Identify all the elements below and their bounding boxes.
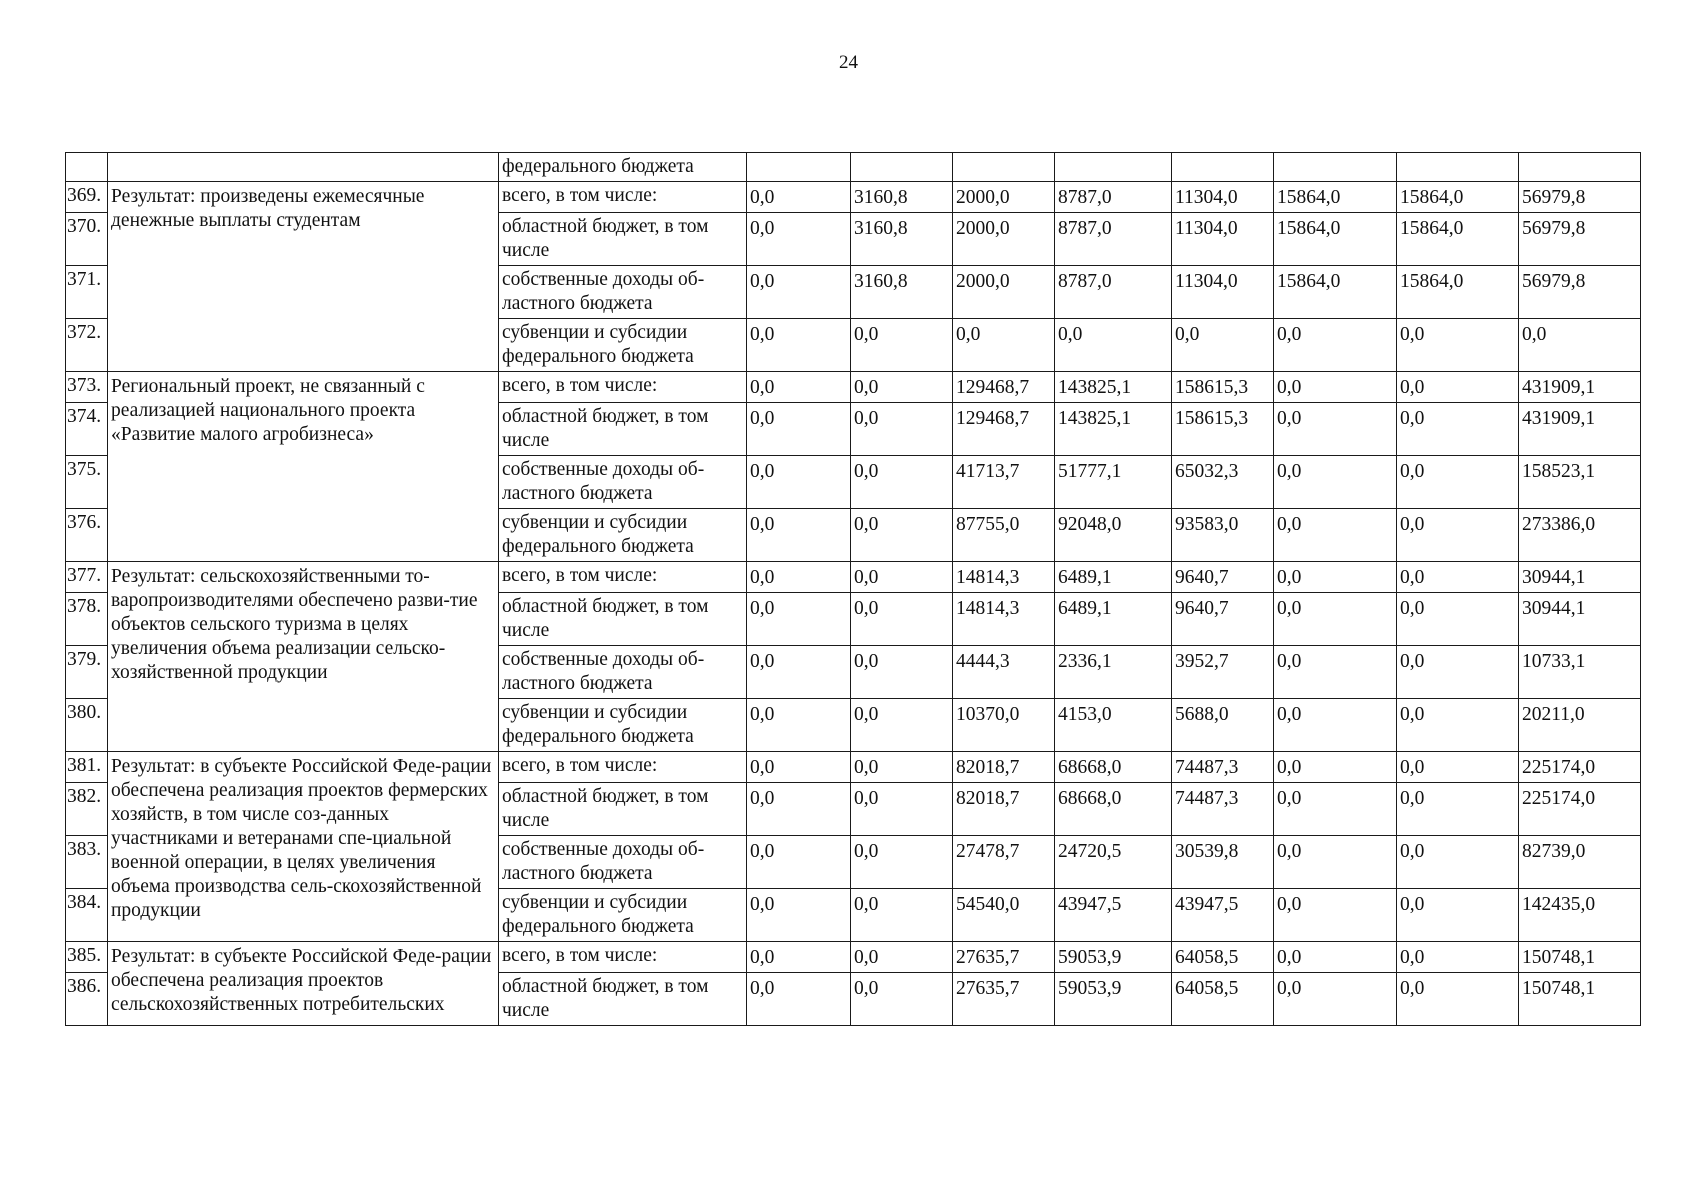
value-cell: 0,0: [1274, 509, 1397, 562]
value-cell: 54540,0: [953, 889, 1055, 942]
value-cell: 93583,0: [1172, 509, 1274, 562]
value-cell: 4444,3: [953, 646, 1055, 699]
value-cell: 87755,0: [953, 509, 1055, 562]
value-cell: 74487,3: [1172, 783, 1274, 836]
value-cell: 129468,7: [953, 403, 1055, 456]
value-cell: 0,0: [1397, 646, 1519, 699]
value-cell: 0,0: [1519, 319, 1641, 372]
value-cell: 11304,0: [1172, 182, 1274, 213]
value-cell: 0,0: [851, 562, 953, 593]
funding-source: собственные доходы об-ластного бюджета: [499, 646, 747, 699]
value-cell: 0,0: [747, 836, 851, 889]
row-number: 376.: [66, 509, 108, 562]
value-cell: 68668,0: [1055, 752, 1172, 783]
row-number: 385.: [66, 942, 108, 973]
value-cell: 27635,7: [953, 973, 1055, 1026]
value-cell: 0,0: [1397, 372, 1519, 403]
value-cell: 30539,8: [1172, 836, 1274, 889]
value-cell: 10370,0: [953, 699, 1055, 752]
value-cell: 0,0: [747, 403, 851, 456]
value-cell: 15864,0: [1397, 266, 1519, 319]
value-cell: [851, 153, 953, 182]
value-cell: 0,0: [747, 699, 851, 752]
value-cell: 0,0: [1397, 456, 1519, 509]
value-cell: 3952,7: [1172, 646, 1274, 699]
value-cell: 2000,0: [953, 266, 1055, 319]
value-cell: 0,0: [1274, 403, 1397, 456]
value-cell: 15864,0: [1274, 213, 1397, 266]
value-cell: [953, 153, 1055, 182]
value-cell: 0,0: [851, 783, 953, 836]
value-cell: 0,0: [1274, 783, 1397, 836]
value-cell: 0,0: [747, 783, 851, 836]
value-cell: 0,0: [851, 699, 953, 752]
value-cell: 0,0: [747, 456, 851, 509]
row-number: 369.: [66, 182, 108, 213]
value-cell: 158523,1: [1519, 456, 1641, 509]
value-cell: 0,0: [851, 889, 953, 942]
value-cell: 43947,5: [1055, 889, 1172, 942]
funding-source: субвенции и субсидии федерального бюджета: [499, 699, 747, 752]
value-cell: 0,0: [747, 372, 851, 403]
value-cell: 0,0: [1397, 403, 1519, 456]
value-cell: 0,0: [1397, 699, 1519, 752]
row-number: 378.: [66, 593, 108, 646]
table-row: [66, 372, 1641, 403]
row-number: 370.: [66, 213, 108, 266]
value-cell: 0,0: [1397, 593, 1519, 646]
value-cell: 15864,0: [1274, 266, 1397, 319]
value-cell: 59053,9: [1055, 942, 1172, 973]
value-cell: 64058,5: [1172, 942, 1274, 973]
table-row: [66, 752, 1641, 783]
funding-source: субвенции и субсидии федерального бюджета: [499, 889, 747, 942]
value-cell: 15864,0: [1274, 182, 1397, 213]
value-cell: 0,0: [1397, 752, 1519, 783]
value-cell: 8787,0: [1055, 213, 1172, 266]
value-cell: 4153,0: [1055, 699, 1172, 752]
result-name: Результат: произведены ежемесячные денежные выплаты студентам: [108, 182, 499, 372]
value-cell: 82018,7: [953, 752, 1055, 783]
value-cell: 0,0: [747, 646, 851, 699]
value-cell: 30944,1: [1519, 593, 1641, 646]
value-cell: 0,0: [1274, 973, 1397, 1026]
funding-source: областной бюджет, в том числе: [499, 213, 747, 266]
funding-source: областной бюджет, в том числе: [499, 783, 747, 836]
value-cell: 11304,0: [1172, 266, 1274, 319]
value-cell: 8787,0: [1055, 182, 1172, 213]
value-cell: 15864,0: [1397, 182, 1519, 213]
value-cell: 0,0: [747, 319, 851, 372]
result-name: Результат: в субъекте Российской Феде-рации обеспечена реализация проектов сельскохозяйственных потребительских: [108, 942, 499, 1026]
funding-source: областной бюджет, в том числе: [499, 403, 747, 456]
value-cell: 0,0: [1274, 942, 1397, 973]
value-cell: 82018,7: [953, 783, 1055, 836]
value-cell: 3160,8: [851, 266, 953, 319]
value-cell: 30944,1: [1519, 562, 1641, 593]
value-cell: 59053,9: [1055, 973, 1172, 1026]
value-cell: 0,0: [1055, 319, 1172, 372]
value-cell: 0,0: [851, 836, 953, 889]
value-cell: 0,0: [851, 593, 953, 646]
page-number: 24: [839, 52, 858, 73]
funding-source: собственные доходы об-ластного бюджета: [499, 456, 747, 509]
value-cell: 0,0: [1274, 456, 1397, 509]
value-cell: 0,0: [747, 889, 851, 942]
value-cell: 0,0: [747, 593, 851, 646]
value-cell: 9640,7: [1172, 593, 1274, 646]
value-cell: 27478,7: [953, 836, 1055, 889]
value-cell: 56979,8: [1519, 266, 1641, 319]
value-cell: 143825,1: [1055, 403, 1172, 456]
row-number-cell: [66, 153, 108, 182]
value-cell: 68668,0: [1055, 783, 1172, 836]
value-cell: 56979,8: [1519, 182, 1641, 213]
value-cell: 92048,0: [1055, 509, 1172, 562]
row-number: 384.: [66, 889, 108, 942]
value-cell: 0,0: [851, 752, 953, 783]
budget-table: [65, 152, 1641, 1026]
value-cell: 0,0: [953, 319, 1055, 372]
value-cell: 431909,1: [1519, 403, 1641, 456]
row-number: 371.: [66, 266, 108, 319]
value-cell: 0,0: [747, 973, 851, 1026]
value-cell: 3160,8: [851, 213, 953, 266]
value-cell: 8787,0: [1055, 266, 1172, 319]
result-name: Региональный проект, не связанный с реализацией национального проекта «Развитие малого агробизнеса»: [108, 372, 499, 562]
value-cell: 0,0: [1397, 973, 1519, 1026]
value-cell: 65032,3: [1172, 456, 1274, 509]
value-cell: [1055, 153, 1172, 182]
row-number: 382.: [66, 783, 108, 836]
value-cell: 11304,0: [1172, 213, 1274, 266]
value-cell: 74487,3: [1172, 752, 1274, 783]
result-name: Результат: сельскохозяйственными то-варопроизводителями обеспечено разви-тие объектов сельского туризма в целях увеличения объема реализации сельско-хозяйственной продукции: [108, 562, 499, 752]
value-cell: 64058,5: [1172, 973, 1274, 1026]
value-cell: 0,0: [851, 646, 953, 699]
value-cell: 20211,0: [1519, 699, 1641, 752]
value-cell: 14814,3: [953, 562, 1055, 593]
value-cell: 0,0: [1274, 889, 1397, 942]
value-cell: 431909,1: [1519, 372, 1641, 403]
value-cell: [1397, 153, 1519, 182]
value-cell: 0,0: [851, 319, 953, 372]
value-cell: 0,0: [1397, 319, 1519, 372]
value-cell: 158615,3: [1172, 372, 1274, 403]
value-cell: [747, 153, 851, 182]
row-number: 377.: [66, 562, 108, 593]
row-number: 373.: [66, 372, 108, 403]
value-cell: 82739,0: [1519, 836, 1641, 889]
value-cell: [1172, 153, 1274, 182]
value-cell: 225174,0: [1519, 783, 1641, 836]
row-number: 380.: [66, 699, 108, 752]
value-cell: 0,0: [851, 509, 953, 562]
value-cell: 0,0: [747, 213, 851, 266]
value-cell: 0,0: [851, 942, 953, 973]
value-cell: 273386,0: [1519, 509, 1641, 562]
row-number: 379.: [66, 646, 108, 699]
value-cell: 2000,0: [953, 213, 1055, 266]
value-cell: 0,0: [1397, 889, 1519, 942]
value-cell: 41713,7: [953, 456, 1055, 509]
value-cell: 0,0: [747, 562, 851, 593]
value-cell: 150748,1: [1519, 973, 1641, 1026]
funding-source: всего, в том числе:: [499, 372, 747, 403]
table-row-continuation: [66, 153, 1641, 182]
value-cell: 2336,1: [1055, 646, 1172, 699]
value-cell: 0,0: [851, 456, 953, 509]
value-cell: 0,0: [1274, 699, 1397, 752]
value-cell: 0,0: [851, 403, 953, 456]
funding-source: всего, в том числе:: [499, 752, 747, 783]
row-number: 381.: [66, 752, 108, 783]
value-cell: 0,0: [1397, 942, 1519, 973]
value-cell: 51777,1: [1055, 456, 1172, 509]
value-cell: 2000,0: [953, 182, 1055, 213]
value-cell: 0,0: [1172, 319, 1274, 372]
value-cell: 27635,7: [953, 942, 1055, 973]
value-cell: 0,0: [747, 266, 851, 319]
value-cell: 43947,5: [1172, 889, 1274, 942]
table-row: [66, 562, 1641, 593]
value-cell: 0,0: [1274, 372, 1397, 403]
value-cell: 0,0: [1274, 562, 1397, 593]
value-cell: 142435,0: [1519, 889, 1641, 942]
value-cell: 0,0: [747, 942, 851, 973]
row-number: 383.: [66, 836, 108, 889]
value-cell: 5688,0: [1172, 699, 1274, 752]
value-cell: 24720,5: [1055, 836, 1172, 889]
value-cell: 6489,1: [1055, 562, 1172, 593]
value-cell: 0,0: [851, 372, 953, 403]
value-cell: [1519, 153, 1641, 182]
funding-source: областной бюджет, в том числе: [499, 973, 747, 1026]
value-cell: 56979,8: [1519, 213, 1641, 266]
funding-source: всего, в том числе:: [499, 942, 747, 973]
value-cell: 0,0: [1397, 836, 1519, 889]
row-number: 372.: [66, 319, 108, 372]
funding-source: субвенции и субсидии федерального бюджета: [499, 509, 747, 562]
row-number: 386.: [66, 973, 108, 1026]
funding-source: субвенции и субсидии федерального бюджета: [499, 319, 747, 372]
value-cell: 3160,8: [851, 182, 953, 213]
value-cell: 0,0: [1274, 593, 1397, 646]
value-cell: 143825,1: [1055, 372, 1172, 403]
row-number: 374.: [66, 403, 108, 456]
funding-source-cell: федерального бюджета: [499, 153, 747, 182]
value-cell: 14814,3: [953, 593, 1055, 646]
value-cell: 0,0: [1397, 509, 1519, 562]
value-cell: 150748,1: [1519, 942, 1641, 973]
value-cell: 225174,0: [1519, 752, 1641, 783]
value-cell: 0,0: [1397, 783, 1519, 836]
value-cell: 15864,0: [1397, 213, 1519, 266]
funding-source: собственные доходы об-ластного бюджета: [499, 266, 747, 319]
table-row: [66, 942, 1641, 973]
funding-source: всего, в том числе:: [499, 182, 747, 213]
value-cell: 10733,1: [1519, 646, 1641, 699]
value-cell: 158615,3: [1172, 403, 1274, 456]
value-cell: 0,0: [1274, 752, 1397, 783]
funding-source: собственные доходы об-ластного бюджета: [499, 836, 747, 889]
result-cell: [108, 153, 499, 182]
result-name: Результат: в субъекте Российской Феде-рации обеспечена реализация проектов фермерских хозяйств, в том числе соз-данных участниками и ветеранами спе-циальной военной операции, в целях увеличения объема производства сель-скохозяйственной продукции: [108, 752, 499, 942]
value-cell: 0,0: [1274, 646, 1397, 699]
funding-source: всего, в том числе:: [499, 562, 747, 593]
value-cell: 0,0: [1274, 836, 1397, 889]
table-row: [66, 182, 1641, 213]
funding-source: областной бюджет, в том числе: [499, 593, 747, 646]
value-cell: 0,0: [747, 752, 851, 783]
value-cell: 6489,1: [1055, 593, 1172, 646]
value-cell: 9640,7: [1172, 562, 1274, 593]
value-cell: [1274, 153, 1397, 182]
value-cell: 0,0: [851, 973, 953, 1026]
row-number: 375.: [66, 456, 108, 509]
value-cell: 0,0: [747, 182, 851, 213]
value-cell: 129468,7: [953, 372, 1055, 403]
value-cell: 0,0: [1274, 319, 1397, 372]
value-cell: 0,0: [1397, 562, 1519, 593]
value-cell: 0,0: [747, 509, 851, 562]
